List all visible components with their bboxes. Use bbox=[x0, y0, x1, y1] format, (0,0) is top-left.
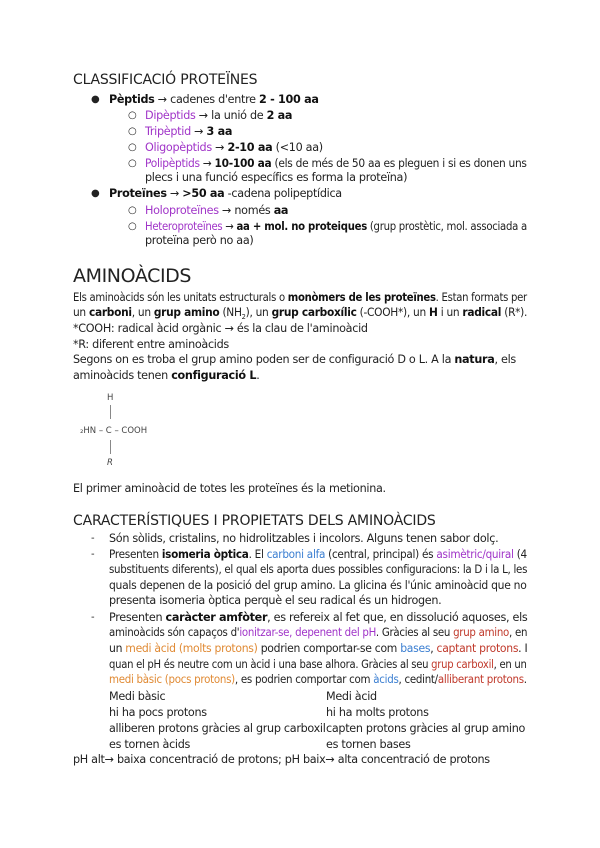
list-item-heteroproteines: Heteroproteïnes → aa + mol. no proteiques (grup prostètic, mol. associada a bbox=[145, 220, 527, 233]
paragraph-line: quals depenen de la posició del grup amino. La glicina és l'únic aminoàcid que no bbox=[109, 579, 527, 592]
structure-main: ₂HN – C – COOH bbox=[80, 426, 148, 436]
table-cell: hi ha molts protons bbox=[326, 706, 429, 719]
structure-h: H bbox=[107, 393, 114, 403]
list-item-holoproteines: Holoproteïnes → només aa bbox=[145, 204, 289, 217]
paragraph-line: Presenten caràcter amfòter, es refereix al fet que, en dissolució aquoses, els bbox=[109, 611, 528, 624]
table-cell: Medi àcid bbox=[326, 690, 377, 703]
footer-ph-note: pH alt→ baixa concentració de protons; pH baix→ alta concentració de protons bbox=[73, 753, 490, 766]
paragraph-metionina: El primer aminoàcid de totes les proteïnes és la metionina. bbox=[73, 482, 386, 495]
section-title-aminoacids: AMINOÀCIDS bbox=[73, 265, 192, 287]
bullet-dash: - bbox=[91, 549, 95, 560]
note-cooh: *COOH: radical àcid orgànic → és la clau de l'aminoàcid bbox=[73, 322, 368, 335]
table-cell: alliberen protons gràcies al grup carboxil bbox=[109, 722, 326, 735]
list-item-oligopeptids: Oligopèptids → 2-10 aa (<10 aa) bbox=[145, 141, 323, 154]
bullet-dash: - bbox=[91, 612, 95, 623]
bond-line bbox=[110, 405, 111, 419]
bullet-dot: ● bbox=[91, 188, 100, 199]
paragraph-line: substituents diferents), el qual els aporta dues possibles configuracions: la D i la L, les bbox=[109, 563, 528, 576]
table-cell: es tornen bases bbox=[326, 738, 411, 751]
section-title-classificacio: CLASSIFICACIÓ PROTEÏNES bbox=[73, 72, 258, 88]
bullet-circle: ○ bbox=[128, 221, 137, 232]
table-cell: Medi bàsic bbox=[109, 690, 166, 703]
paragraph-line: un carboni, un grup amino $(NH_2)$, un grup carboxílic (-COOH*), un H i un radical (R*). bbox=[73, 306, 528, 322]
structure-r: R bbox=[107, 458, 113, 468]
paragraph-line: presenta isomeria òptica perquè el seu radical és un hidrogen. bbox=[109, 594, 442, 607]
table-cell: hi ha pocs protons bbox=[109, 706, 207, 719]
list-item-proteines: Proteïnes → >50 aa -cadena polipeptídica bbox=[109, 187, 342, 200]
table-cell: es tornen àcids bbox=[109, 738, 191, 751]
paragraph-line: Segons on es troba el grup amino poden ser de configuració D o L. A la natura, els bbox=[73, 353, 516, 366]
bond-line bbox=[110, 440, 111, 454]
note-r: *R: diferent entre aminoàcids bbox=[73, 338, 229, 351]
paragraph-line: aminoàcids tenen configuració L. bbox=[73, 369, 260, 382]
bullet-circle: ○ bbox=[128, 126, 137, 137]
list-item-heteroproteines-cont: proteïna però no aa) bbox=[145, 234, 254, 247]
bullet-circle: ○ bbox=[128, 142, 137, 153]
list-item-dipeptids: Dipèptids → la unió de 2 aa bbox=[145, 109, 293, 122]
bullet-circle: ○ bbox=[128, 158, 137, 169]
paragraph-line: Els aminoàcids són les unitats estructurals o monòmers de les proteïnes. Estan formats per bbox=[73, 291, 527, 304]
paragraph-line: un medi àcid (molts protons) podrien comportar-se com bases, captant protons. I bbox=[109, 642, 528, 655]
table-cell: capten protons gràcies al grup amino bbox=[326, 722, 526, 735]
section-title-caracteristiques: CARACTERÍSTIQUES I PROPIETATS DELS AMINOÀCIDS bbox=[73, 513, 436, 529]
bullet-dot: ● bbox=[91, 94, 100, 105]
list-item-polipeptids-cont: plecs i una funció específics es forma la proteïna) bbox=[145, 171, 408, 184]
paragraph-line: aminoàcids són capaços d'ionitzar-se, depenent del pH. Gràcies al seu grup amino, en bbox=[109, 626, 528, 639]
bullet-dash: - bbox=[91, 533, 95, 544]
paragraph-line: quan el pH és neutre com un àcid i una base alhora. Gràcies al seu grup carboxil, en un bbox=[109, 658, 527, 671]
paragraph-line: Presenten isomeria òptica. El carboni alfa (central, principal) és asimètric/quiral (4 bbox=[109, 548, 527, 561]
list-item-polipeptids: Polipèptids → 10-100 aa (els de més de 50 aa es pleguen i si es donen uns bbox=[145, 157, 527, 170]
bullet-circle: ○ bbox=[128, 205, 137, 216]
list-item-peptids: Pèptids → cadenes d'entre 2 - 100 aa bbox=[109, 93, 319, 106]
list-item-solids: Són sòlids, cristalins, no hidrolitzables i incolors. Alguns tenen sabor dolç. bbox=[109, 532, 499, 545]
paragraph-line: medi bàsic (pocs protons), es podrien comportar com àcids, cedint/alliberant protons. bbox=[109, 673, 527, 686]
list-item-tripeptid: Tripèptid → 3 aa bbox=[145, 125, 233, 138]
bullet-circle: ○ bbox=[128, 110, 137, 121]
